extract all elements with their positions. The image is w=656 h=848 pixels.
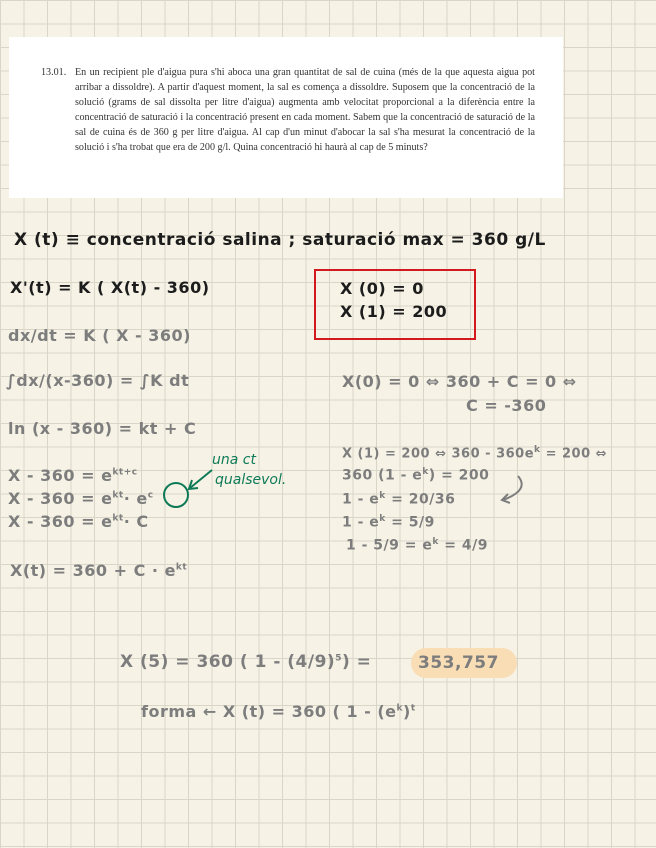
k-derivation-4-lhs: 1 - e [342,514,380,531]
c-derivation-2: C = -360 [466,396,547,415]
exp-step-2-circled: c [147,490,154,501]
separation-step: dx/dt = K ( X - 360) [8,326,191,345]
k-derivation-1-exponent: k [534,445,541,455]
integration-step: ∫dx/(x-360) = ∫K dt [6,371,190,390]
problem-text: En un recipient ple d'aigua pura s'hi aboca una gran quantitat de sal de cuina (més de la que aquesta aigua pot arribar a dissoldre). A partir d'aquest moment, la sal es comença a dissoldre. Suposem que la concentració de la solució (grams de sal dissolta per litre d'aigua) augmenta amb velocitat proporcional a la diferència entre la concentració de saturació i la concentració present en cada moment. Sabem que la concentració de saturació de la sal de cuina és de 360 g per litre d'aigua. Al cap d'un minut d'abocar la sal s'ha mesurat la concentració de la solució i s'ha trobat que era de 200 g/l. Quina concentració hi haurà al cap de 5 minuts? [75,67,535,154]
k-derivation-2-tail: ) = 200 [428,467,490,484]
k-derivation-1-lhs: X (1) = 200 ⇔ 360 - 360e [342,446,535,462]
circled-constant [164,483,188,507]
general-solution-base: X(t) = 360 + C · e [10,561,176,580]
log-step: ln (x - 360) = kt + C [8,419,197,438]
definition-line: X (t) ≡ concentració salina ; saturació max = 360 g/L [14,230,546,250]
final-exponent: 5 [335,653,342,664]
k-derivation-5-tail: = 4/9 [438,537,488,554]
k-derivation-3-tail: = 20/36 [385,491,456,508]
exp-step-2-suffix: · e [123,489,148,508]
annotation-line-1: una ct [212,452,256,468]
k-derivation-4-exponent: k [379,514,386,524]
exp-step-2-exponent: kt [112,490,124,501]
closed-form-exponent-2: t [410,703,416,714]
condition-x0: X (0) = 0 [340,279,424,298]
general-solution-exponent: kt [175,562,188,573]
final-result: 353,757 [418,653,499,673]
closed-form-rhs: ) [403,702,411,721]
k-derivation-2-exponent: k [422,467,429,477]
k-derivation-2-lhs: 360 (1 - e [342,467,423,484]
exp-step-1-base: X - 360 = e [8,466,113,485]
problem-number: 13.01. [41,67,67,78]
closed-form-lhs: forma ← X (t) = 360 ( 1 - (e [141,702,397,721]
k-derivation-5-lhs: 1 - 5/9 = e [346,537,433,554]
k-derivation-5-exponent: k [432,537,439,547]
exp-step-1-exponent: kt+c [112,467,138,478]
annotation-arrow [190,470,212,488]
exp-step-2-base: X - 360 = e [8,489,113,508]
exp-step-3-base: X - 360 = e [8,512,113,531]
k-derivation-3-exponent: k [379,491,386,501]
condition-x1: X (1) = 200 [340,302,448,321]
k-derivation-4-tail: = 5/9 [385,514,435,531]
exp-step-3-suffix: · C [123,512,149,531]
ode-line: X'(t) = K ( X(t) - 360) [10,278,210,297]
closed-form-exponent: k [396,703,404,714]
final-mid: ) = [341,652,372,672]
k-derivation-1-tail: = 200 ⇔ [540,446,608,462]
exp-step-3-exponent: kt [112,513,124,524]
k-derivation-3-lhs: 1 - e [342,491,380,508]
annotation-line-2: qualsevol. [215,472,287,488]
final-lhs: X (5) = 360 ( 1 - (4/9) [120,652,336,672]
c-derivation-1: X(0) = 0 ⇔ 360 + C = 0 ⇔ [342,372,577,391]
